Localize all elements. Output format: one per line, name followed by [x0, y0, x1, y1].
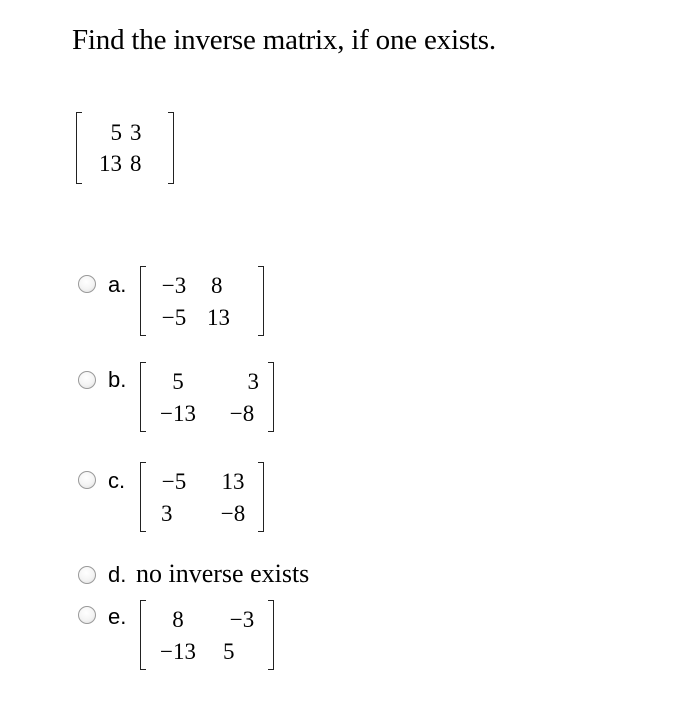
- matrix-cell: 5: [223, 638, 235, 664]
- matrix-cell: 5: [172, 368, 184, 394]
- matrix-cell: −8: [229, 400, 255, 426]
- matrix-cell: −13: [160, 638, 196, 664]
- matrix-cell: 3: [247, 368, 259, 394]
- matrix-cell: 5: [110, 120, 122, 145]
- option-e-matrix: [140, 600, 274, 670]
- right-bracket: [268, 600, 274, 670]
- option-b-matrix: [140, 362, 274, 432]
- matrix-cell: 13: [207, 304, 230, 330]
- option-d-text: no inverse exists: [136, 559, 310, 588]
- matrix-cell: 8: [172, 606, 184, 632]
- right-bracket: [168, 112, 174, 184]
- matrix-cell: −3: [161, 272, 187, 298]
- matrix-cell: 3: [161, 500, 173, 526]
- option-a-letter: a.: [108, 272, 127, 297]
- left-bracket: [140, 462, 146, 532]
- option-b-radio[interactable]: [78, 371, 96, 389]
- right-bracket: [258, 266, 264, 336]
- option-c-letter: c.: [108, 468, 126, 493]
- matrix-cell: −8: [220, 500, 246, 526]
- matrix-cell: 3: [130, 120, 142, 145]
- option-d-radio[interactable]: [78, 566, 96, 584]
- question-text: Find the inverse matrix, if one exists.: [72, 24, 496, 56]
- option-b-letter: b.: [108, 367, 127, 392]
- matrix-cell: −5: [161, 304, 187, 330]
- option-e-letter: e.: [108, 604, 127, 629]
- left-bracket: [140, 266, 146, 336]
- matrix-cell: −3: [229, 606, 255, 632]
- matrix-cell: −13: [160, 400, 196, 426]
- matrix-cell: 8: [211, 272, 223, 298]
- right-bracket: [258, 462, 264, 532]
- matrix-cell: 13: [221, 468, 245, 494]
- option-d-letter: d.: [108, 562, 127, 587]
- question-matrix: [76, 112, 174, 184]
- matrix-cell: 13: [99, 151, 122, 176]
- left-bracket: [140, 362, 146, 432]
- left-bracket: [76, 112, 82, 184]
- right-bracket: [268, 362, 274, 432]
- matrix-cell: 8: [130, 151, 142, 176]
- matrix-cell: −5: [161, 468, 187, 494]
- option-a-matrix: [140, 266, 264, 336]
- option-c-matrix: [140, 462, 264, 532]
- option-a-radio[interactable]: [78, 275, 96, 293]
- option-e-radio[interactable]: [78, 606, 96, 624]
- option-c-radio[interactable]: [78, 471, 96, 489]
- left-bracket: [140, 600, 146, 670]
